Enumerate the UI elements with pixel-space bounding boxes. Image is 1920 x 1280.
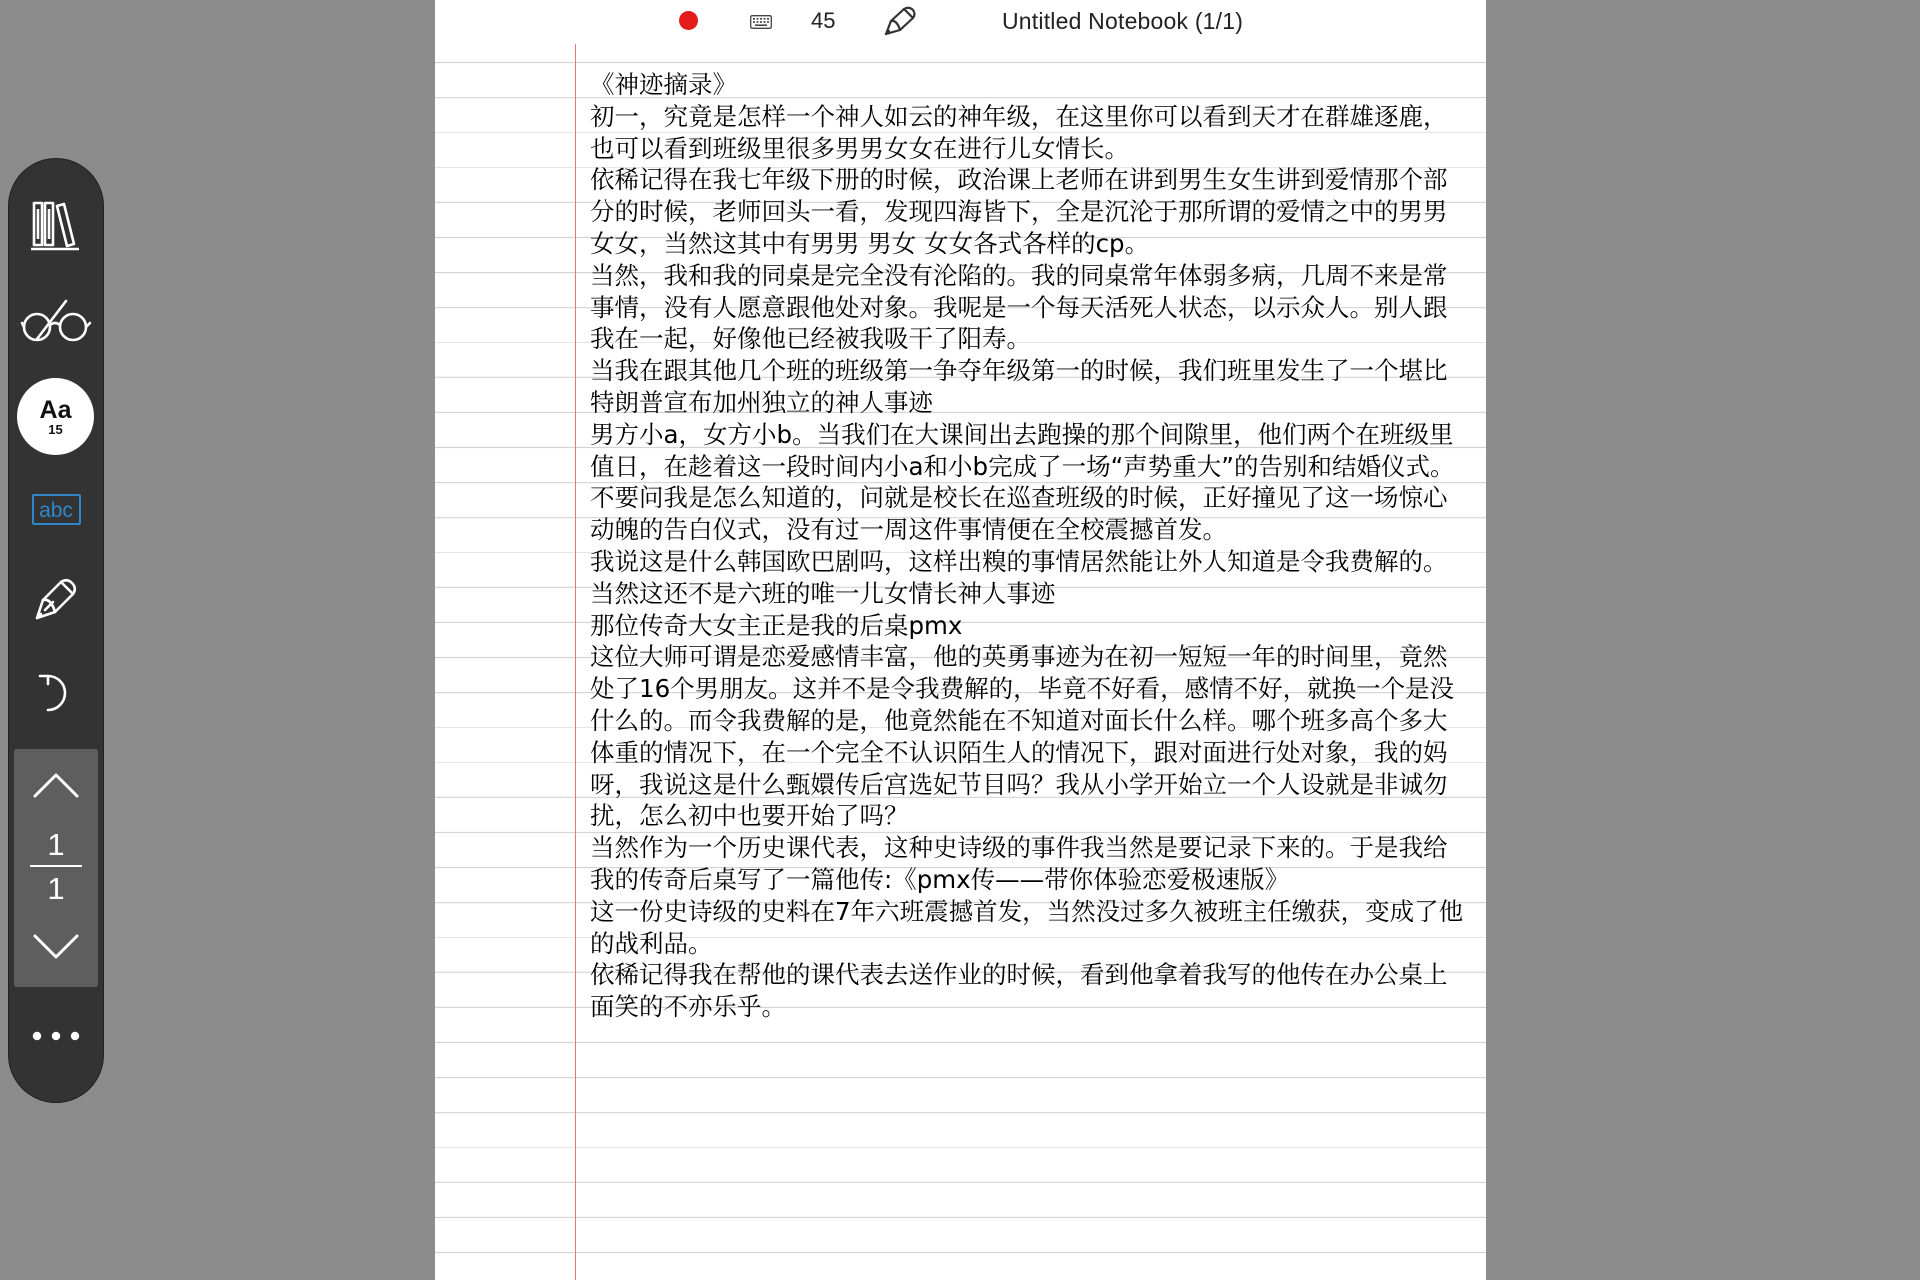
paragraph: 当然这还不是六班的唯一儿女情长神人事迹 [590,578,1056,608]
abc-icon: abc [32,494,81,525]
undo-button[interactable] [9,653,103,733]
paragraph: 我说这是什么韩国欧巴剧吗，这样出糗的事情居然能让外人知道是令我费解的。 [590,546,1448,576]
chevron-down-icon [32,933,80,965]
word-count: 45 [811,8,836,33]
pen-icon [31,574,81,624]
more-options-button[interactable] [9,996,103,1076]
page-down-button[interactable] [14,919,98,979]
more-icon [31,1030,81,1042]
paragraph: 依稀记得我在帮他的课代表去送作业的时候，看到他拿着我写的他传在办公桌上面笑的不亦乐乎。 [590,960,1448,1022]
current-page: 1 [47,827,65,862]
text-recognition-button[interactable] [9,469,103,549]
note-body[interactable] [590,69,1470,1023]
notebook-title: Untitled Notebook (1/1) [1002,8,1244,34]
paragraph: 男方小a，女方小b。当我们在大课间出去跑操的那个间隙里，他们两个在班级里值日，在趁着这一段时间内小a和小b完成了一场“声势重大”的告别和结婚仪式。 [590,419,1455,481]
page-navigator [14,749,98,987]
library-button[interactable] [9,185,103,265]
paragraph: 当然，我和我的同桌是完全没有沦陷的。我的同桌常年体弱多病，几周不来是常事情，没有人愿意跟他处对象。我呢是一个每天活死人状态，以示众人。别人跟我在一起，好像他已经被我吸干了阳寿。 [590,260,1448,354]
font-size-button[interactable] [17,378,94,455]
notebook-header [435,0,1486,44]
paragraph: 初一，究竟是怎样一个神人如云的神年级，在这里你可以看到天才在群雄逐鹿，也可以看到班级里很多男男女女在进行儿女情长。 [590,101,1448,163]
margin-line [575,0,576,1280]
side-toolbar [9,159,103,1102]
font-size-label: Aa [39,395,72,424]
paragraph: 这位大师可谓是恋爱感情丰富，他的英勇事迹为在初一短短一年的时间里，竟然处了16个男朋友。这并不是令我费解的，毕竟不好看，感情不好，就换一个是没什么的。而令我费解的是，他竟然能在不知道对面长什么样。哪个班多高个多大体重的情况下，在一个完全不认识陌生人的情况下，跟对面进行处对象，我的妈呀，我说这是什么甄嬛传后宫选妃节目吗？我从小学开始立一个人设就是非诚勿扰，怎么初中也要开始了吗？ [590,642,1455,831]
handwriting-pen-icon[interactable] [883,5,919,41]
paragraph: 当然作为一个历史课代表，这种史诗级的事件我当然是要记录下来的。于是我给我的传奇后桌写了一篇他传:《pmx传——带你体验恋爱极速版》 [590,833,1448,894]
paragraph: 依稀记得在我七年级下册的时候，政治课上老师在讲到男生女生讲到爱情那个部分的时候，老师回头一看，发现四海皆下，全是沉沦于那所谓的爱情之中的男男女女，当然这其中有男男 男女 女女各式各样的cp。 [590,165,1448,258]
paragraph: 那位传奇大女主正是我的后桌pmx [590,610,963,640]
keyboard-icon[interactable] [750,14,772,33]
chevron-up-icon [32,771,80,803]
reading-mode-button[interactable] [9,281,103,361]
page-up-button[interactable] [14,757,98,817]
font-size-value: 15 [48,421,63,437]
paragraph: 当我在跟其他几个班的班级第一争夺年级第一的时候，我们班里发生了一个堪比特朗普宣布加州独立的神人事迹 [590,356,1448,417]
paragraph: 《神迹摘录》 [590,70,737,99]
undo-icon [36,670,76,716]
page-divider [30,865,82,867]
paragraph: 这一份史诗级的史料在7年六班震撼首发，当然没过多久被班主任缴获，变成了他的战利品。 [590,896,1464,958]
pen-tool-button[interactable] [9,559,103,639]
library-icon [30,197,82,253]
glasses-icon [20,295,92,347]
record-button[interactable] [679,11,698,30]
notebook-page[interactable] [435,0,1486,1280]
total-pages: 1 [47,871,65,906]
paragraph: 不要问我是怎么知道的，问就是校长在巡查班级的时候，正好撞见了这一场惊心动魄的告白仪式，没有过一周这件事情便在全校震撼首发。 [590,483,1448,545]
